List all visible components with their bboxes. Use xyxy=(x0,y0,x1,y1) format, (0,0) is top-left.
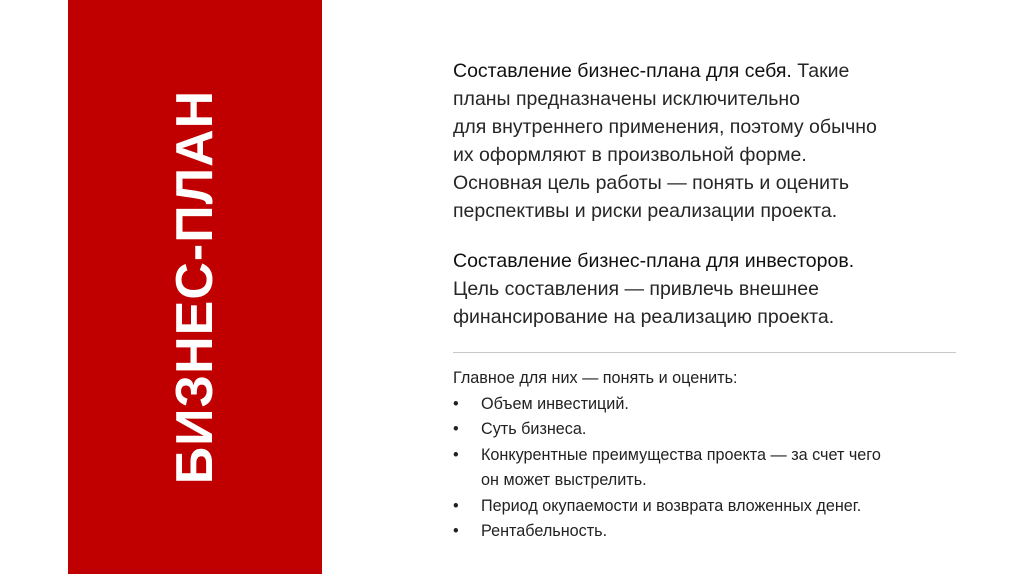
list-item-text: Суть бизнеса. xyxy=(481,420,587,438)
paragraph-line: Такие xyxy=(791,60,850,82)
bullet-icon: • xyxy=(453,420,459,438)
key-points-block xyxy=(453,366,993,545)
list-item-text: Объем инвестиций. xyxy=(481,394,629,413)
main-content xyxy=(453,57,993,331)
list-item-text: Рентабельность. xyxy=(481,522,608,540)
list-item xyxy=(453,494,993,520)
paragraph-for-investors-lead: Составление бизнес-плана для инвесторов. xyxy=(453,250,855,272)
bullet-icon: • xyxy=(453,394,459,413)
list-item-text: он может выстрелить. xyxy=(481,471,647,489)
paragraph-line: планы предназначены исключительно xyxy=(453,88,800,110)
paragraph-line: перспективы и риски реализации проекта. xyxy=(453,200,838,222)
list-item xyxy=(453,417,993,443)
list-item xyxy=(453,443,993,494)
paragraph-line: их оформляют в произвольной форме. xyxy=(453,144,807,166)
bullet-icon: • xyxy=(453,445,459,464)
list-item-text: Конкурентные преимущества проекта — за счет чего xyxy=(481,445,881,464)
list-item-text: Период окупаемости и возврата вложенных денег. xyxy=(481,496,862,515)
vertical-title: БИЗНЕС-ПЛАН xyxy=(166,89,224,485)
paragraph-for-self-lead: Составление бизнес-плана для себя. xyxy=(453,60,792,82)
key-points-list xyxy=(453,392,993,545)
paragraph-line: Цель составления — привлечь внешнее xyxy=(453,278,819,300)
paragraph-line: финансирование на реализацию проекта. xyxy=(453,306,835,328)
list-item xyxy=(453,519,993,545)
section-divider xyxy=(453,352,956,353)
paragraph-line: для внутреннего применения, поэтому обычно xyxy=(453,116,877,138)
list-item xyxy=(453,392,993,418)
paragraph-for-investors xyxy=(453,247,993,331)
bullet-icon: • xyxy=(453,496,459,515)
bullet-icon: • xyxy=(453,522,459,540)
list-intro: Главное для них — понять и оценить: xyxy=(453,369,738,387)
paragraph-for-self xyxy=(453,57,993,225)
paragraph-line: Основная цель работы — понять и оценить xyxy=(453,172,850,194)
